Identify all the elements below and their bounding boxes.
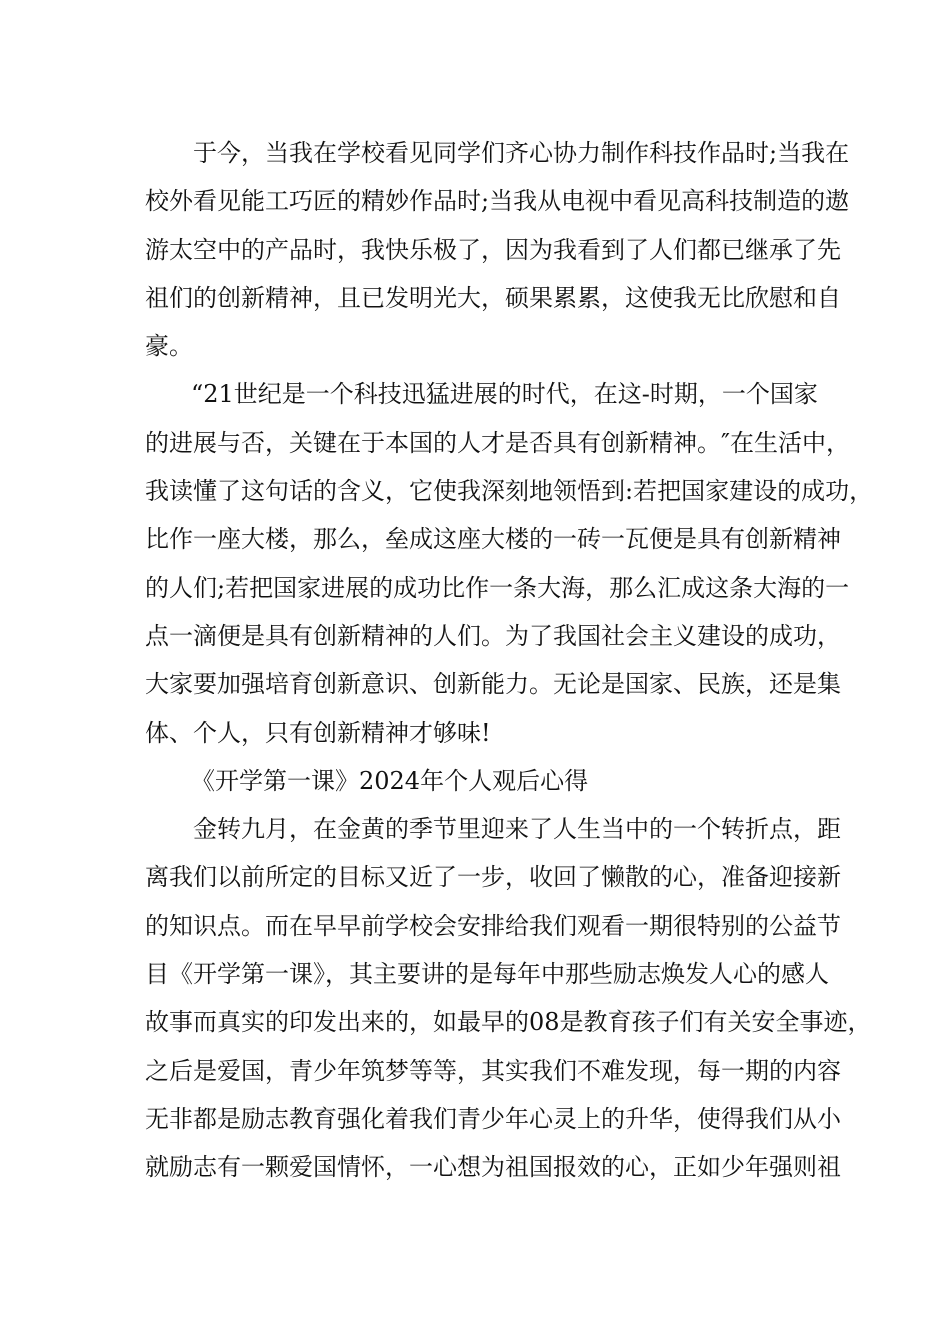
paragraph-3-line: 金转九月，在金黄的季节里迎来了人生当中的一个转折点，距	[193, 815, 841, 844]
paragraph-1-line: 于今，当我在学校看见同学们齐心协力制作科技作品时;当我在	[193, 139, 850, 167]
paragraph-3-line: 离我们以前所定的目标又近了一步，收回了懒散的心，准备迎接新	[145, 863, 841, 892]
paragraph-2-line: 比作一座大楼，那么，垒成这座大楼的一砖一瓦便是具有创新精神	[145, 525, 841, 554]
paragraph-3-line: 之后是爱国，青少年筑梦等等，其实我们不难发现，每一期的内容	[145, 1056, 841, 1085]
paragraph-2-line: 的进展与否，关键在于本国的人才是否具有创新精神。″在生活中，	[145, 428, 850, 457]
paragraph-2-line: 的人们;若把国家进展的成功比作一条大海，那么汇成这条大海的一	[145, 573, 850, 602]
paragraph-2-line: 我读懂了这句话的含义，它使我深刻地领悟到:若把国家建设的成功，	[145, 477, 874, 506]
document-body	[145, 129, 874, 1192]
paragraph-3-line: 无非都是励志教育强化着我们青少年心灵上的升华，使得我们从小	[145, 1104, 841, 1133]
paragraph-3-line: 故事而真实的印发出来的，如最早的08是教育孩子们有关安全事迹，	[145, 1008, 872, 1037]
section-heading: 《开学第一课》2024年个人观后心得	[191, 766, 589, 795]
paragraph-1-line: 校外看见能工巧匠的精妙作品时;当我从电视中看见高科技制造的遨	[145, 187, 850, 216]
paragraph-3-line: 就励志有一颗爱国情怀，一心想为祖国报效的心，正如少年强则祖	[145, 1153, 841, 1182]
paragraph-1-line: 祖们的创新精神，且已发明光大，硕果累累，这使我无比欣慰和自	[145, 283, 841, 312]
paragraph-2-line: 点一滴便是具有创新精神的人们。为了我国社会主义建设的成功，	[145, 621, 841, 650]
paragraph-2-line: “21世纪是一个科技迅猛进展的时代，在这-时期，一个国家	[191, 380, 818, 409]
paragraph-2-line: 大家要加强培育创新意识、创新能力。无论是国家、民族，还是集	[145, 670, 841, 699]
paragraph-2-line: 体、个人，只有创新精神才够味!	[145, 718, 491, 747]
paragraph-1-line: 豪。	[145, 332, 193, 361]
paragraph-3-line: 目《开学第一课》，其主要讲的是每年中那些励志焕发人心的感人	[145, 960, 829, 989]
paragraph-3-line: 的知识点。而在早早前学校会安排给我们观看一期很特别的公益节	[145, 911, 841, 940]
paragraph-1-line: 游太空中的产品时，我快乐极了，因为我看到了人们都已继承了先	[145, 235, 841, 264]
